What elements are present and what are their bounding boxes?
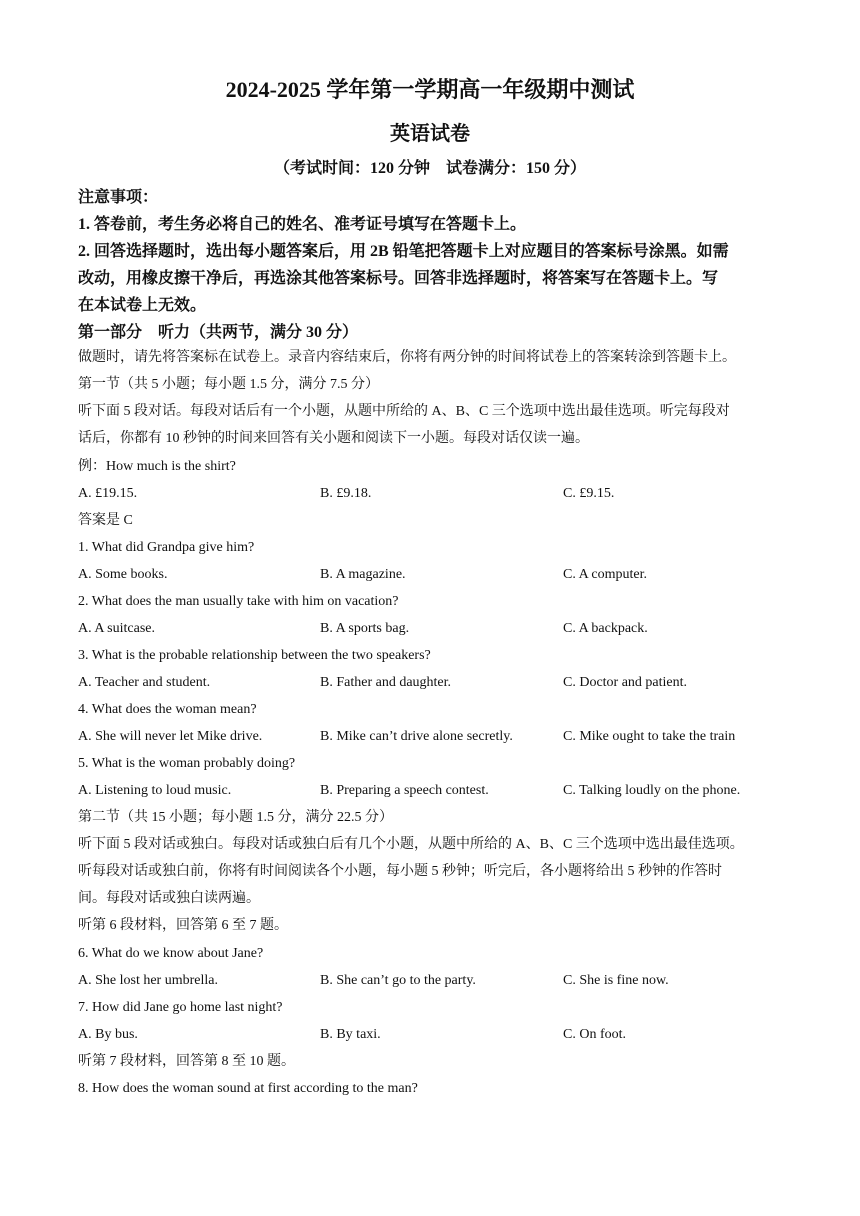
question-8: 8. How does the woman sound at first according to the man? xyxy=(78,1081,418,1096)
question-2-option-c: C. A backpack. xyxy=(563,621,648,636)
question-7: 7. How did Jane go home last night? xyxy=(78,1000,283,1015)
part1-heading: 第一部分 听力（共两节，满分 30 分） xyxy=(78,324,359,341)
question-5-option-c: C. Talking loudly on the phone. xyxy=(563,783,741,798)
question-3-option-b: B. Father and daughter. xyxy=(320,675,452,690)
question-3: 3. What is the probable relationship between the two speakers? xyxy=(78,648,431,663)
section2-instruction-line-2: 听每段对话或独白前，你将有时间阅读各个小题，每小题 5 秒钟；听完后，各小题将给出 5 秒钟的作答时 xyxy=(78,864,722,879)
question-4-option-a: A. She will never let Mike drive. xyxy=(78,729,263,744)
example-option-a: A. £19.15. xyxy=(78,486,138,501)
example-option-c: C. £9.15. xyxy=(563,486,615,501)
example-option-b: B. £9.18. xyxy=(320,486,372,501)
material-7-heading: 听第 7 段材料，回答第 8 至 10 题。 xyxy=(78,1054,295,1069)
question-5-option-b: B. Preparing a speech contest. xyxy=(320,783,489,798)
question-1-option-b: B. A magazine. xyxy=(320,567,406,582)
question-1-option-a: A. Some books. xyxy=(78,567,168,582)
section1-instruction-line-1: 听下面 5 段对话。每段对话后有一个小题，从题中所给的 A、B、C 三个选项中选出最佳选项。听完每段对 xyxy=(78,404,730,419)
exam-title: 2024-2025 学年第一学期高一年级期中测试 xyxy=(225,77,635,102)
question-1: 1. What did Grandpa give him? xyxy=(78,540,255,555)
example-question: 例：How much is the shirt? xyxy=(78,459,236,474)
question-4-option-c: C. Mike ought to take the train xyxy=(563,729,736,744)
question-3-option-c: C. Doctor and patient. xyxy=(563,675,688,690)
exam-subject: 英语试卷 xyxy=(390,123,470,145)
section1-instruction-line-2: 话后，你都有 10 秒钟的时间来回答有关小题和阅读下一小题。每段对话仅读一遍。 xyxy=(78,431,589,446)
exam-info: （考试时间：120 分钟 试卷满分：150 分） xyxy=(273,160,586,177)
question-5-option-a: A. Listening to loud music. xyxy=(78,783,232,798)
notice-item-1: 1. 答卷前，考生务必将自己的姓名、准考证号填写在答题卡上。 xyxy=(78,216,527,233)
notice-item-2-line-1: 2. 回答选择题时，选出每小题答案后，用 2B 铅笔把答题卡上对应题目的答案标号涂黑。如需 xyxy=(78,243,729,260)
question-6-option-a: A. She lost her umbrella. xyxy=(78,973,218,988)
section1-heading: 第一节（共 5 小题；每小题 1.5 分，满分 7.5 分） xyxy=(78,377,379,392)
question-1-option-c: C. A computer. xyxy=(563,567,647,582)
notice-item-2-line-3: 在本试卷上无效。 xyxy=(78,297,207,314)
question-7-option-a: A. By bus. xyxy=(78,1027,138,1042)
question-7-option-b: B. By taxi. xyxy=(320,1027,381,1042)
question-2-option-a: A. A suitcase. xyxy=(78,621,155,636)
question-6-option-c: C. She is fine now. xyxy=(563,973,669,988)
question-2-option-b: B. A sports bag. xyxy=(320,621,410,636)
question-5: 5. What is the woman probably doing? xyxy=(78,756,296,771)
section2-heading: 第二节（共 15 小题；每小题 1.5 分，满分 22.5 分） xyxy=(78,810,393,825)
question-6: 6. What do we know about Jane? xyxy=(78,946,264,961)
question-4: 4. What does the woman mean? xyxy=(78,702,257,717)
part1-instruction: 做题时，请先将答案标在试卷上。录音内容结束后，你将有两分钟的时间将试卷上的答案转涂到答题卡上。 xyxy=(78,350,736,365)
example-answer: 答案是 C xyxy=(78,513,133,528)
question-3-option-a: A. Teacher and student. xyxy=(78,675,211,690)
section2-instruction-line-1: 听下面 5 段对话或独白。每段对话或独白后有几个小题，从题中所给的 A、B、C 三个选项中选出最佳选项。 xyxy=(78,837,744,852)
question-4-option-b: B. Mike can’t drive alone secretly. xyxy=(320,729,513,744)
question-6-option-b: B. She can’t go to the party. xyxy=(320,973,476,988)
notice-heading: 注意事项： xyxy=(78,189,159,206)
material-6-heading: 听第 6 段材料，回答第 6 至 7 题。 xyxy=(78,918,288,933)
question-2: 2. What does the man usually take with him on vacation? xyxy=(78,594,399,609)
notice-item-2-line-2: 改动，用橡皮擦干净后，再选涂其他答案标号。回答非选择题时，将答案写在答题卡上。写 xyxy=(78,270,719,287)
question-7-option-c: C. On foot. xyxy=(563,1027,626,1042)
section2-instruction-line-3: 间。每段对话或独白读两遍。 xyxy=(78,891,260,906)
